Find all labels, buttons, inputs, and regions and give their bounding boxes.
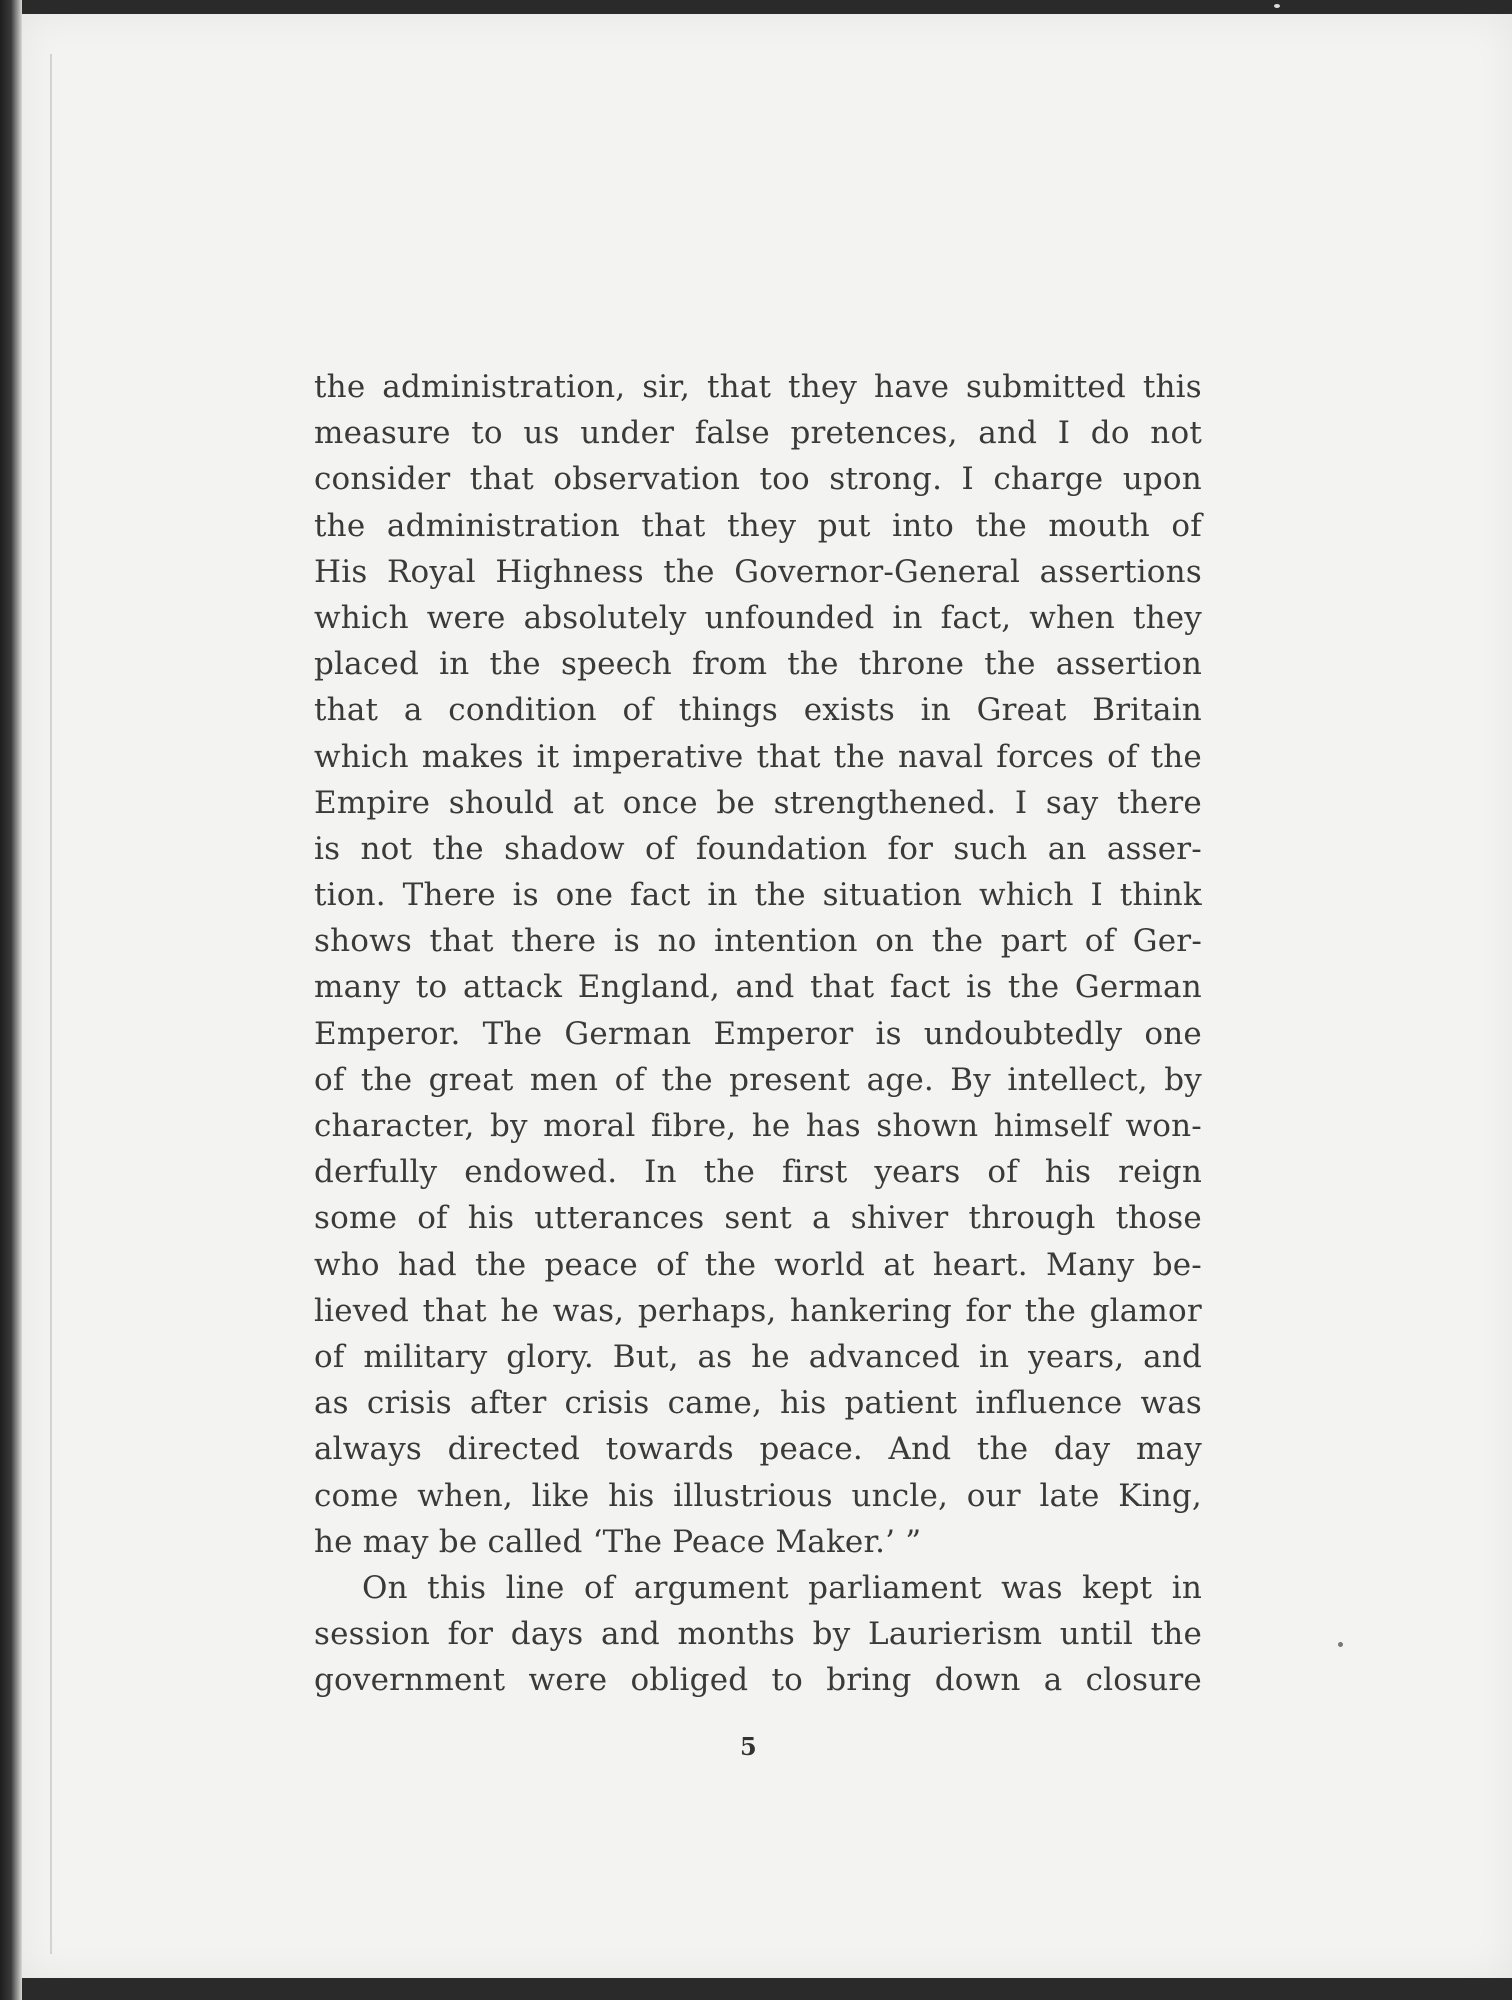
body-text: [314, 364, 1202, 1703]
scan-speck: [1274, 4, 1280, 8]
text-line: as crisis after crisis came, his patient influence was: [314, 1385, 1202, 1422]
page-number: 5: [740, 1732, 757, 1761]
text-line: shows that there is no intention on the part of Ger-: [314, 923, 1202, 960]
text-line: that a condition of things exists in Great Britain: [314, 692, 1202, 729]
text-line: placed in the speech from the throne the assertion: [314, 646, 1202, 683]
text-line: is not the shadow of foundation for such an asser-: [314, 830, 1202, 867]
text-line: of the great men of the present age. By intellect, by: [314, 1061, 1202, 1098]
text-line: which makes it imperative that the naval forces of the: [314, 738, 1202, 775]
text-line: he may be called ‘The Peace Maker.’ ”: [314, 1523, 922, 1560]
paragraph-2: [314, 1565, 1202, 1704]
text-line: Emperor. The German Emperor is undoubtedly one: [314, 1015, 1202, 1052]
text-line: the administration that they put into the mouth of: [314, 507, 1202, 544]
text-line: many to attack England, and that fact is the German: [314, 969, 1202, 1006]
paragraph-1: [314, 364, 1202, 1565]
text-line: of military glory. But, as he advanced in years, and: [314, 1338, 1202, 1375]
text-line: Empire should at once be strengthened. I say there: [314, 784, 1202, 821]
text-line: which were absolutely unfounded in fact, when they: [314, 599, 1202, 636]
text-line: derfully endowed. In the first years of his reign: [314, 1154, 1202, 1191]
text-line: session for days and months by Laurierism until the: [314, 1616, 1202, 1653]
text-line: come when, like his illustrious uncle, our late King,: [314, 1477, 1202, 1514]
text-line: always directed towards peace. And the day may: [314, 1431, 1202, 1468]
text-line: government were obliged to bring down a closure: [314, 1662, 1202, 1699]
text-line: His Royal Highness the Governor-General assertions: [314, 553, 1202, 590]
text-line: the administration, sir, that they have submitted this: [314, 369, 1202, 405]
text-line: character, by moral fibre, he has shown himself won-: [314, 1108, 1202, 1144]
text-line: consider that observation too strong. I charge upon: [314, 461, 1202, 498]
text-line: On this line of argument parliament was kept in: [362, 1569, 1202, 1606]
text-line: some of his utterances sent a shiver through those: [314, 1200, 1202, 1237]
text-line: who had the peace of the world at heart. Many be-: [314, 1246, 1202, 1283]
scan-speck: [1338, 1642, 1343, 1647]
text-line: tion. There is one fact in the situation which I think: [314, 877, 1202, 914]
text-line: lieved that he was, perhaps, hankering for the glamor: [314, 1292, 1202, 1329]
fold-line: [50, 54, 52, 1954]
text-line: measure to us under false pretences, and I do not: [314, 415, 1202, 452]
page-binding-edge: [0, 0, 22, 2000]
